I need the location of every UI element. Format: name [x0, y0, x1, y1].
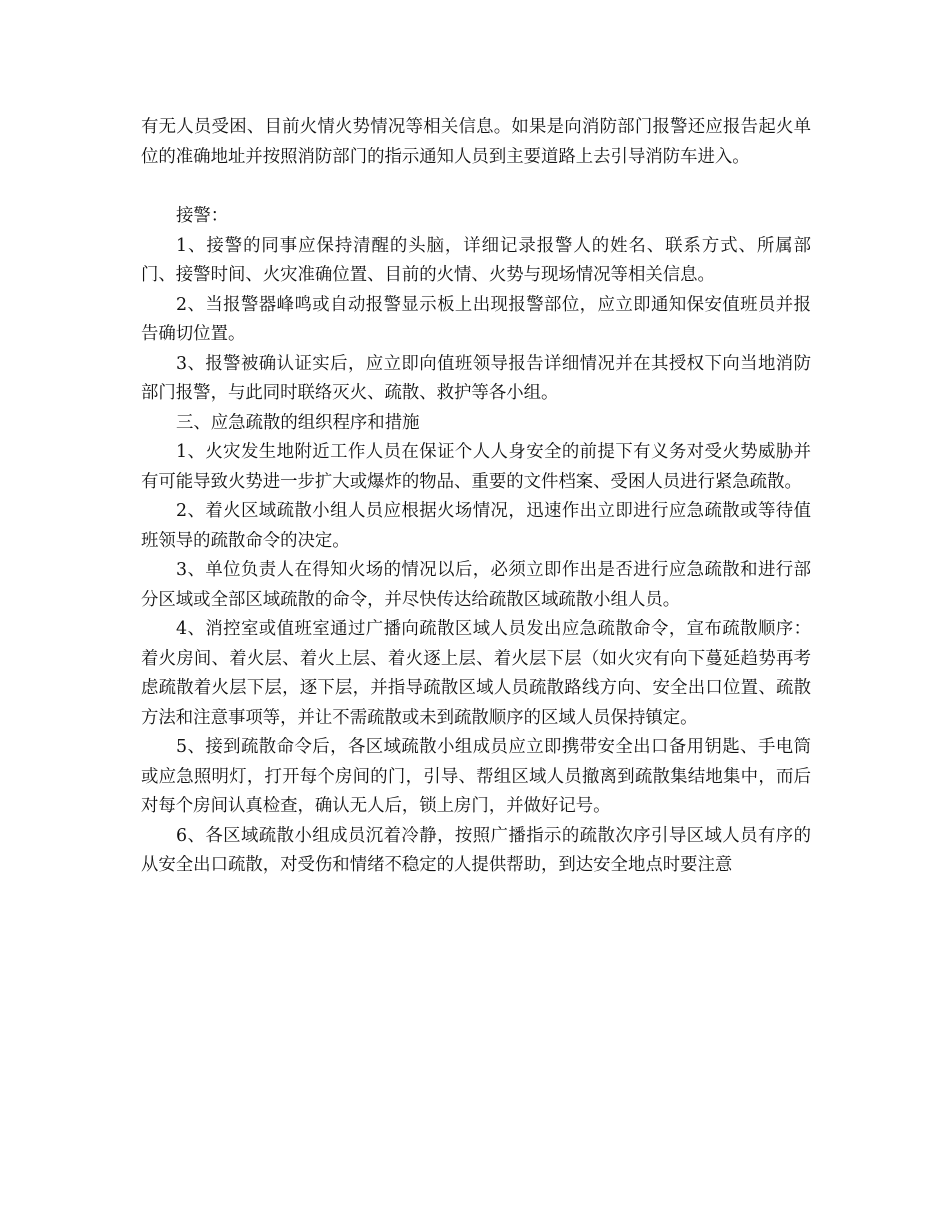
paragraph-evacuation-1: 1、火灾发生地附近工作人员在保证个人人身安全的前提下有义务对受火势威胁并有可能导致火势进一步扩大或爆炸的物品、重要的文件档案、受困人员进行紧急疏散。	[141, 442, 811, 492]
paragraph-evacuation-5: 5、接到疏散命令后，各区域疏散小组成员应立即携带安全出口备用钥匙、手电筒或应急照明灯，打开每个房间的门，引导、帮组区域人员撤离到疏散集结地集中，而后对每个房间认真检查，确认无人后，锁上房门，并做好记号。	[141, 737, 811, 816]
paragraph-continuation: 有无人员受困、目前火情火势情况等相关信息。如果是向消防部门报警还应报告起火单位的准确地址并按照消防部门的指示通知人员到主要道路上去引导消防车进入。	[141, 117, 811, 167]
blank-line	[141, 172, 811, 202]
paragraph-receive-1: 1、接警的同事应保持清醒的头脑，详细记录报警人的姓名、联系方式、所属部门、接警时间、火灾准确位置、目前的火情、火势与现场情况等相关信息。	[141, 235, 811, 285]
paragraph-evacuation-2: 2、着火区域疏散小组人员应根据火场情况，迅速作出立即进行应急疏散或等待值班领导的疏散命令的决定。	[141, 501, 811, 551]
paragraph-evacuation-3: 3、单位负责人在得知火场的情况以后，必须立即作出是否进行应急疏散和进行部分区域或全部区域疏散的命令，并尽快传达给疏散区域疏散小组人员。	[141, 560, 811, 610]
heading-receive-alarm: 接警：	[176, 206, 229, 226]
paragraph-receive-3: 3、报警被确认证实后，应立即向值班领导报告详细情况并在其授权下向当地消防部门报警，与此同时联络灭火、疏散、救护等各小组。	[141, 353, 811, 403]
heading-evacuation: 三、应急疏散的组织程序和措施	[176, 412, 420, 433]
paragraph-evacuation-4: 4、消控室或值班室通过广播向疏散区域人员发出应急疏散命令，宣布疏散顺序：着火房间、着火层、着火上层、着火逐上层、着火层下层（如火灾有向下蔓延趋势再考虑疏散着火层下层，逐下层，并指导疏散区域人员疏散路线方向、安全出口位置、疏散方法和注意事项等，并让不需疏散或未到疏散顺序的区域人员保持镇定。	[141, 619, 811, 728]
paragraph-evacuation-6: 6、各区域疏散小组成员沉着冷静，按照广播指示的疏散次序引导区域人员有序的从安全出口疏散，对受伤和情绪不稳定的人提供帮助，到达安全地点时要注意	[141, 825, 811, 875]
document-body	[141, 113, 811, 881]
paragraph-receive-2: 2、当报警器峰鸣或自动报警显示板上出现报警部位，应立即通知保安值班员并报告确切位置。	[141, 294, 811, 344]
